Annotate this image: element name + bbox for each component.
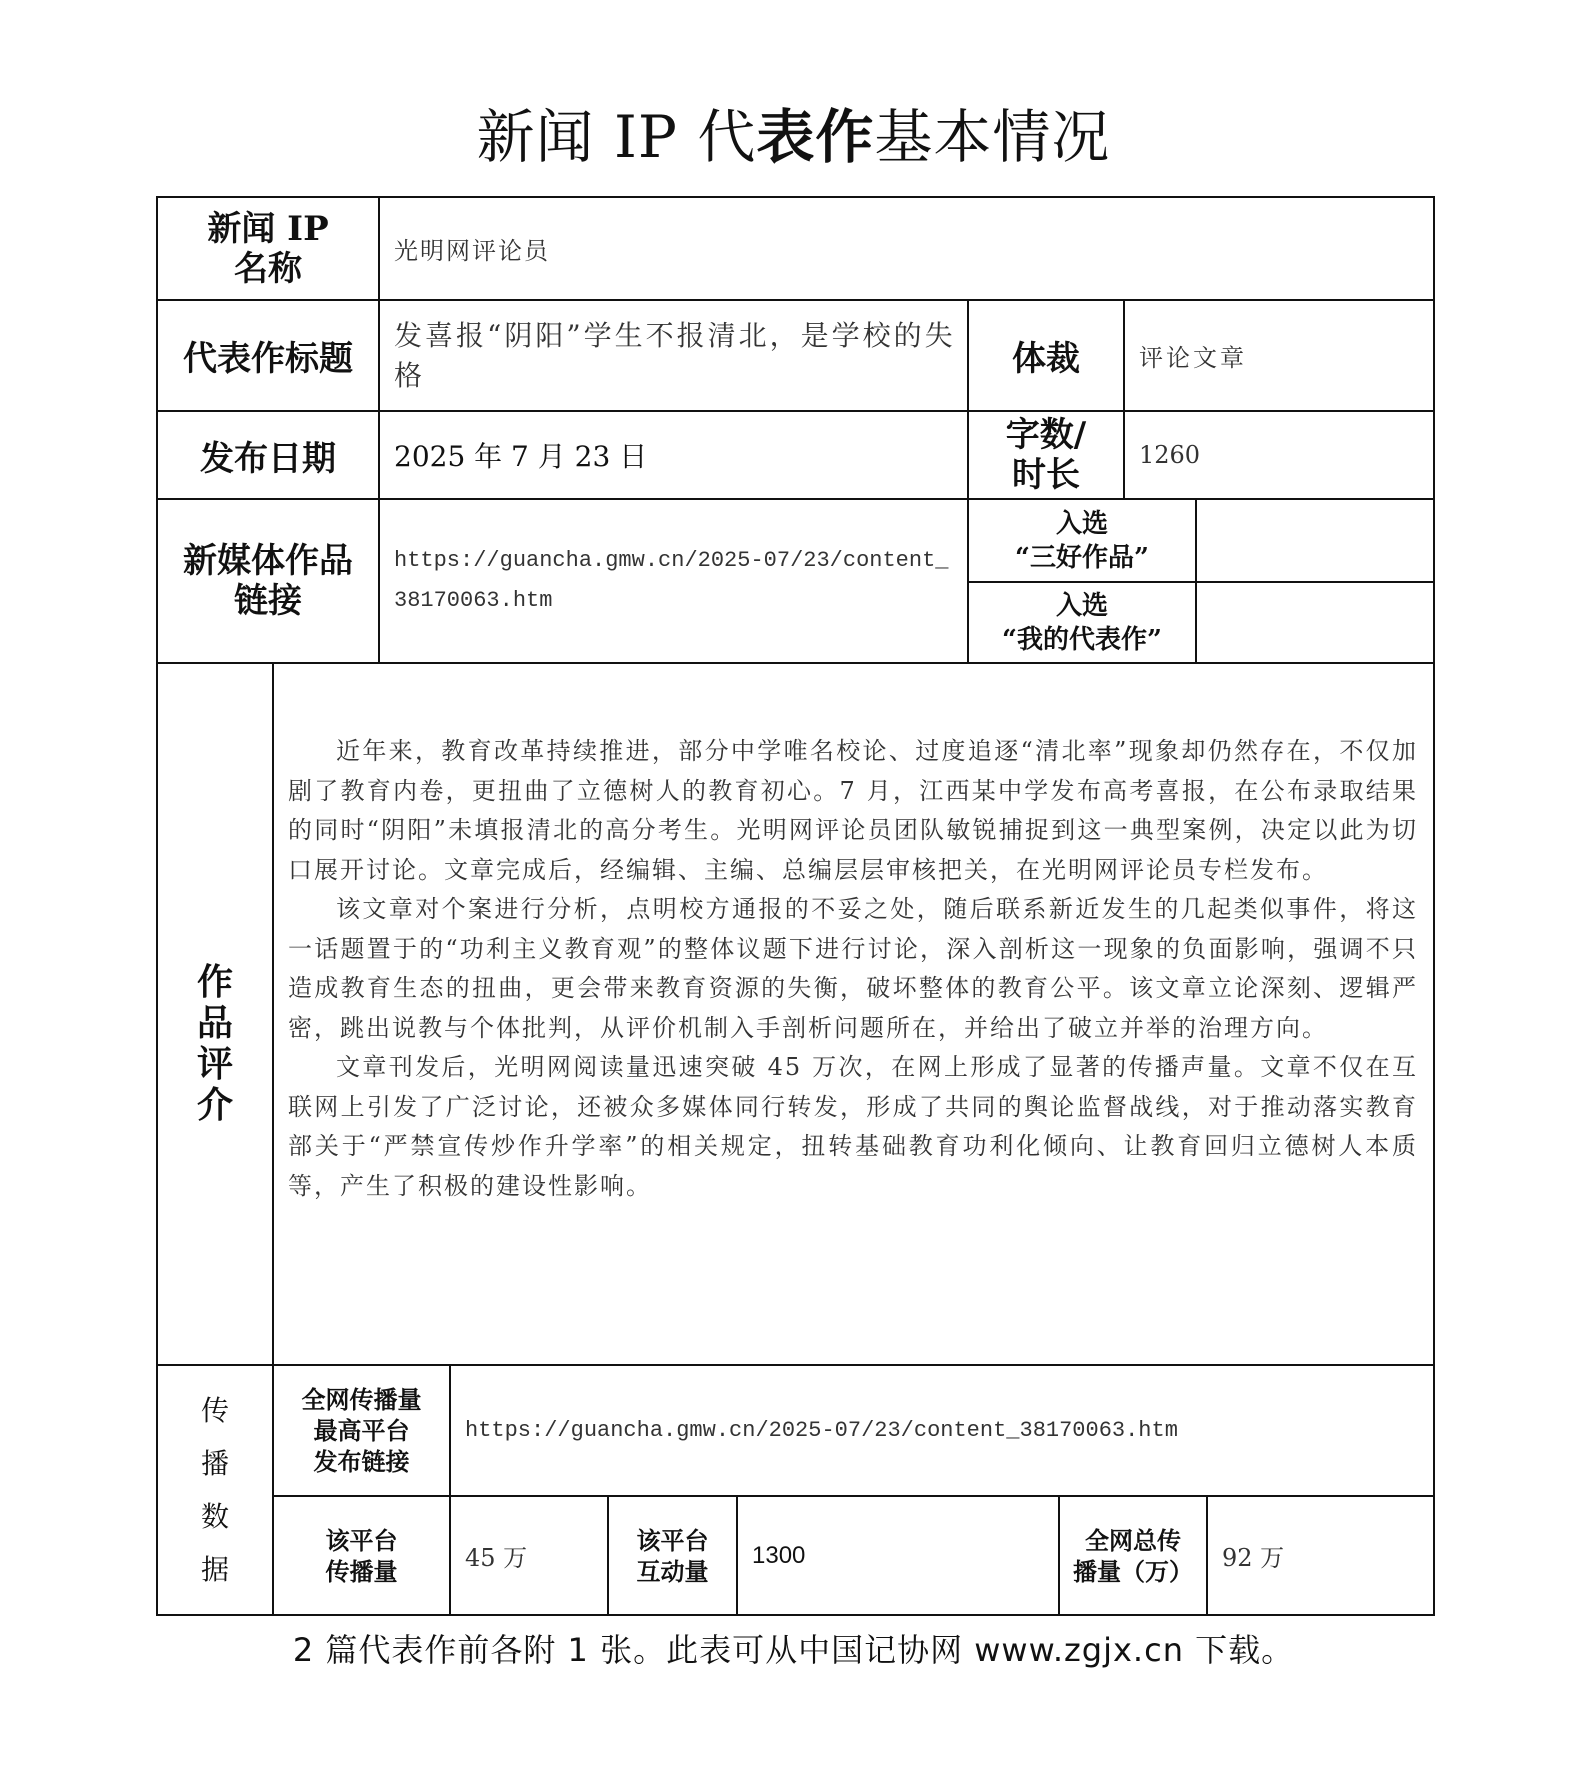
selected-my-work-label [969, 583, 1195, 662]
new-media-link-label-line2: 链接 [234, 581, 302, 621]
title-part-2: 表作 [756, 103, 875, 171]
selected-three-good-label-line2: “三好作品” [1015, 542, 1149, 573]
ip-name-value: 光明网评论员 [394, 237, 550, 265]
platform-reach-label-line2: 传播量 [325, 1556, 398, 1586]
word-count-label [969, 412, 1123, 498]
top-platform-link-label-line3: 发布链接 [313, 1447, 410, 1476]
title-part-3: 基本情况 [874, 103, 1111, 171]
platform-interaction-label-line2: 互动量 [636, 1556, 709, 1586]
propagation-label-char: 传 [200, 1394, 229, 1427]
evaluation-paragraph: 近年来，教育改革持续推进，部分中学唯名校论、过度追逐“清北率”现象却仍然存在，不仅加剧了教育内卷，更扭曲了立德树人的教育初心。7 月，江西某中学发布高考喜报，在公布录取结果的同时“阴阳”未填报清北的高分考生。光明网评论员团队敏锐捕捉到这一典型案例，决定以此为切口展开讨论。文章完成后，经编辑、主编、总编层层审核把关，在光明网评论员专栏发布。 [288, 737, 1418, 884]
table-border-right [1433, 196, 1435, 1616]
evaluation-paragraph: 文章刊发后，光明网阅读量迅速突破 45 万次，在网上形成了显著的传播声量。文章不仅在互联网上引发了广泛讨论，还被众多媒体同行转发，形成了共同的舆论监督战线，对于推动落实教育部关于“严禁宣传炒作升学率”的相关规定，扭转基础教育功利化倾向、让教育回归立德树人本质等，产生了积极的建设性影响。 [288, 1053, 1418, 1200]
total-reach-label [1060, 1497, 1206, 1614]
row-divider [156, 662, 1435, 664]
total-reach-label-line2: 播量（万） [1073, 1556, 1193, 1586]
title-part-1: 新闻 IP 代 [476, 103, 757, 171]
propagation-label-char: 据 [200, 1553, 229, 1586]
platform-interaction-label-line1: 该平台 [636, 1525, 709, 1555]
publish-date-label: 发布日期 [200, 438, 336, 479]
selected-my-work-label-line2: “我的代表作” [1002, 624, 1162, 655]
top-platform-link-label-line2: 最高平台 [313, 1416, 410, 1445]
evaluation-label-char: 介 [196, 1084, 233, 1126]
selected-three-good-value[interactable] [1197, 500, 1433, 581]
selected-three-good-label [969, 500, 1195, 581]
evaluation-label-char: 品 [196, 1002, 233, 1044]
evaluation-text [288, 732, 1418, 1206]
new-media-link-label [158, 500, 378, 662]
new-media-link-label-line1: 新媒体作品 [183, 541, 353, 581]
platform-reach-label-line1: 该平台 [325, 1525, 398, 1555]
selected-three-good-label-line1: 入选 [1055, 508, 1108, 539]
platform-reach-value: 45 万 [465, 1544, 528, 1572]
word-count-label-line1: 字数/ [1005, 415, 1087, 455]
propagation-label [158, 1366, 272, 1614]
ip-name-label-line1: 新闻 IP [207, 208, 329, 249]
total-reach-value: 92 万 [1222, 1544, 1285, 1572]
evaluation-label-char: 评 [196, 1043, 233, 1085]
platform-reach-label [274, 1497, 449, 1614]
genre-label: 体裁 [1012, 339, 1080, 379]
platform-interaction-value: 1300 [752, 1541, 806, 1569]
publish-date-value: 2025 年 7 月 23 日 [394, 440, 648, 473]
selected-my-work-value[interactable] [1197, 583, 1433, 662]
selected-my-work-label-line1: 入选 [1055, 590, 1108, 621]
word-count-label-line2: 时长 [1012, 455, 1080, 495]
total-reach-label-line1: 全网总传 [1085, 1525, 1181, 1555]
footer-note: 2 篇代表作前各附 1 张。此表可从中国记协网 www.zgjx.cn 下载。 [292, 1631, 1295, 1669]
propagation-label-char: 数 [200, 1500, 229, 1533]
evaluation-label [158, 664, 272, 1364]
top-platform-link-value[interactable]: https://guancha.gmw.cn/2025-07/23/content_38170063.htm [465, 1418, 1178, 1443]
new-media-link-value[interactable]: https://guancha.gmw.cn/2025-07/23/content_38170063.htm [394, 548, 949, 613]
ip-name-label [158, 198, 378, 299]
propagation-label-char: 播 [200, 1447, 229, 1480]
work-title-value: 发喜报“阴阳”学生不报清北，是学校的失格 [394, 318, 956, 392]
evaluation-paragraph: 该文章对个案进行分析，点明校方通报的不妥之处，随后联系新近发生的几起类似事件，将这一话题置于的“功利主义教育观”的整体议题下进行讨论，深入剖析这一现象的负面影响，强调不只造成教育生态的扭曲，更会带来教育资源的失衡，破坏整体的教育公平。该文章立论深刻、逻辑严密，跳出说教与个体批判，从评价机制入手剖析问题所在，并给出了破立并举的治理方向。 [288, 895, 1418, 1042]
top-platform-link-label-line1: 全网传播量 [301, 1385, 422, 1414]
table-border-bottom [156, 1614, 1435, 1616]
genre-value: 评论文章 [1139, 344, 1247, 372]
platform-interaction-label [609, 1497, 736, 1614]
work-title-label: 代表作标题 [183, 339, 353, 379]
ip-name-label-line2: 名称 [234, 248, 302, 289]
page-title [0, 90, 1587, 174]
evaluation-label-char: 作 [196, 961, 233, 1003]
word-count-value: 1260 [1139, 441, 1201, 469]
top-platform-link-label [274, 1366, 449, 1495]
